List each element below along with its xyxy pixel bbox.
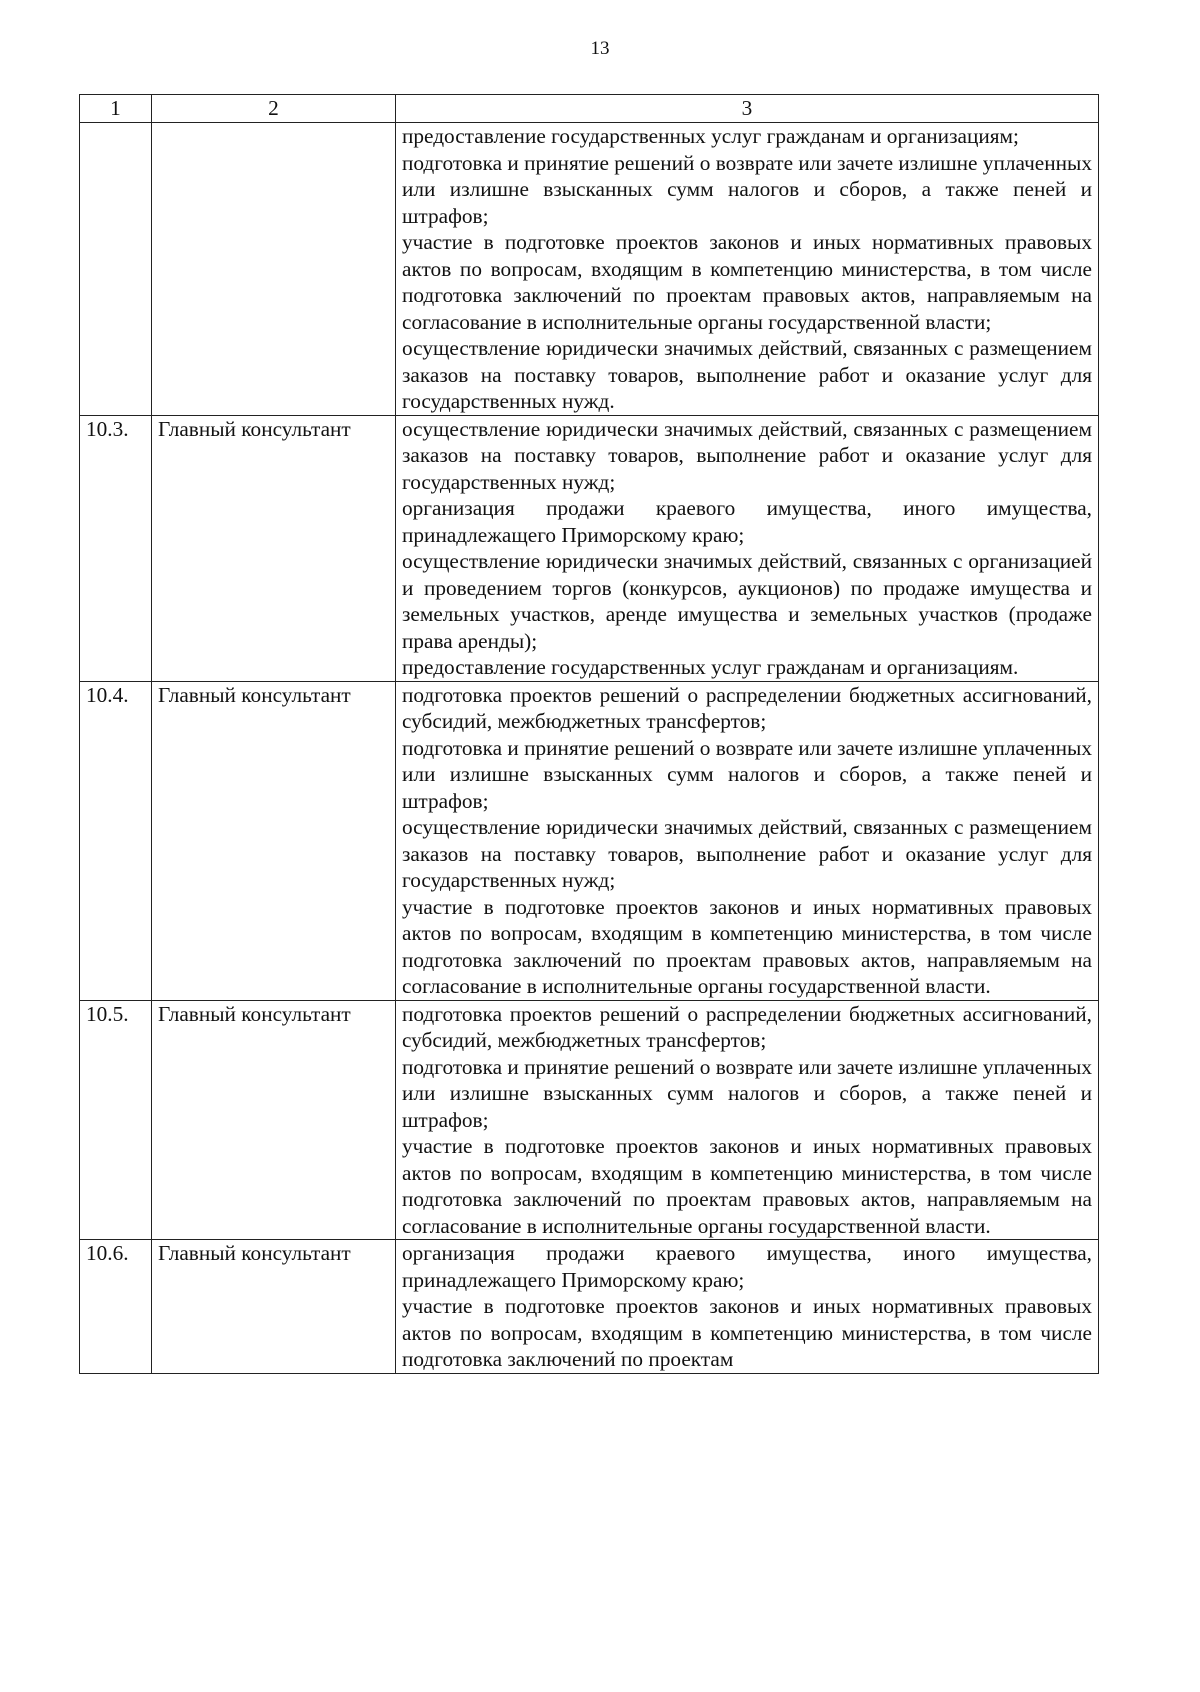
duty-item: участие в подготовке проектов законов и иных нормативных правовых актов по вопросам, входящим в компетенцию министерства, в том числе подготовка заключений по проектам правовых актов, направляемым на согласование в исполнительные органы государственной власти. xyxy=(402,894,1092,998)
position-title: Главный консультант xyxy=(152,415,396,681)
duty-item: подготовка проектов решений о распределении бюджетных ассигнований, субсидий, межбюджетных трансфертов; xyxy=(402,1001,1092,1052)
table-row xyxy=(80,681,1099,1000)
row-number: 10.3. xyxy=(80,415,152,681)
duties-cell xyxy=(396,681,1099,1000)
table-header-row xyxy=(80,95,1099,123)
row-number: 10.5. xyxy=(80,1000,152,1240)
position-title: Главный консультант xyxy=(152,1240,396,1374)
position-title: Главный консультант xyxy=(152,681,396,1000)
duty-item: организация продажи краевого имущества, иного имущества, принадлежащего Приморскому краю; xyxy=(402,1241,1092,1292)
row-number xyxy=(80,123,152,416)
duties-cell xyxy=(396,1000,1099,1240)
column-header-1: 1 xyxy=(80,95,152,123)
duty-item: осуществление юридически значимых действий, связанных с размещением заказов на поставку товаров, выполнение работ и оказание услуг для государственных нужд; xyxy=(402,416,1092,494)
duty-item: организация продажи краевого имущества, иного имущества, принадлежащего Приморскому краю; xyxy=(402,496,1092,547)
duty-item: участие в подготовке проектов законов и иных нормативных правовых актов по вопросам, входящим в компетенцию министерства, в том числе подготовка заключений по проектам правовых актов, направляемым на согласование в исполнительные органы государственной власти. xyxy=(402,1134,1092,1238)
duties-cell xyxy=(396,415,1099,681)
duty-item: участие в подготовке проектов законов и иных нормативных правовых актов по вопросам, входящим в компетенцию министерства, в том числе подготовка заключений по проектам xyxy=(402,1294,1092,1371)
duty-item: предоставление государственных услуг гражданам и организациям; xyxy=(402,124,1019,148)
duty-item: предоставление государственных услуг гражданам и организациям. xyxy=(402,655,1019,679)
duties-cell xyxy=(396,1240,1099,1374)
page-number: 13 xyxy=(590,38,610,59)
positions-table xyxy=(79,94,1099,1374)
row-number: 10.6. xyxy=(80,1240,152,1374)
column-header-3: 3 xyxy=(396,95,1099,123)
duty-item: осуществление юридически значимых действий, связанных с размещением заказов на поставку товаров, выполнение работ и оказание услуг для государственных нужд. xyxy=(402,336,1092,413)
duties-cell xyxy=(396,123,1099,416)
duty-item: подготовка и принятие решений о возврате или зачете излишне уплаченных или излишне взысканных сумм налогов и сборов, а также пеней и штрафов; xyxy=(402,1054,1092,1132)
duty-item: подготовка и принятие решений о возврате или зачете излишне уплаченных или излишне взысканных сумм налогов и сборов, а также пеней и штрафов; xyxy=(402,150,1092,228)
position-title: Главный консультант xyxy=(152,1000,396,1240)
duty-item: осуществление юридически значимых действий, связанных с организацией и проведением торгов (конкурсов, аукционов) по продаже имущества и земельных участков, аренде имущества и земельных участков (продаже права аренды); xyxy=(402,549,1092,653)
table-row xyxy=(80,1240,1099,1374)
table-row xyxy=(80,415,1099,681)
duty-item: осуществление юридически значимых действий, связанных с размещением заказов на поставку товаров, выполнение работ и оказание услуг для государственных нужд; xyxy=(402,815,1092,892)
column-header-2: 2 xyxy=(152,95,396,123)
row-number: 10.4. xyxy=(80,681,152,1000)
duty-item: участие в подготовке проектов законов и иных нормативных правовых актов по вопросам, входящим в компетенцию министерства, в том числе подготовка заключений по проектам правовых актов, направляемым на согласование в исполнительные органы государственной власти; xyxy=(402,230,1092,334)
table-row xyxy=(80,1000,1099,1240)
duty-item: подготовка и принятие решений о возврате или зачете излишне уплаченных или излишне взысканных сумм налогов и сборов, а также пеней и штрафов; xyxy=(402,735,1092,813)
duty-item: подготовка проектов решений о распределении бюджетных ассигнований, субсидий, межбюджетных трансфертов; xyxy=(402,682,1092,733)
position-title xyxy=(152,123,396,416)
table-row xyxy=(80,123,1099,416)
